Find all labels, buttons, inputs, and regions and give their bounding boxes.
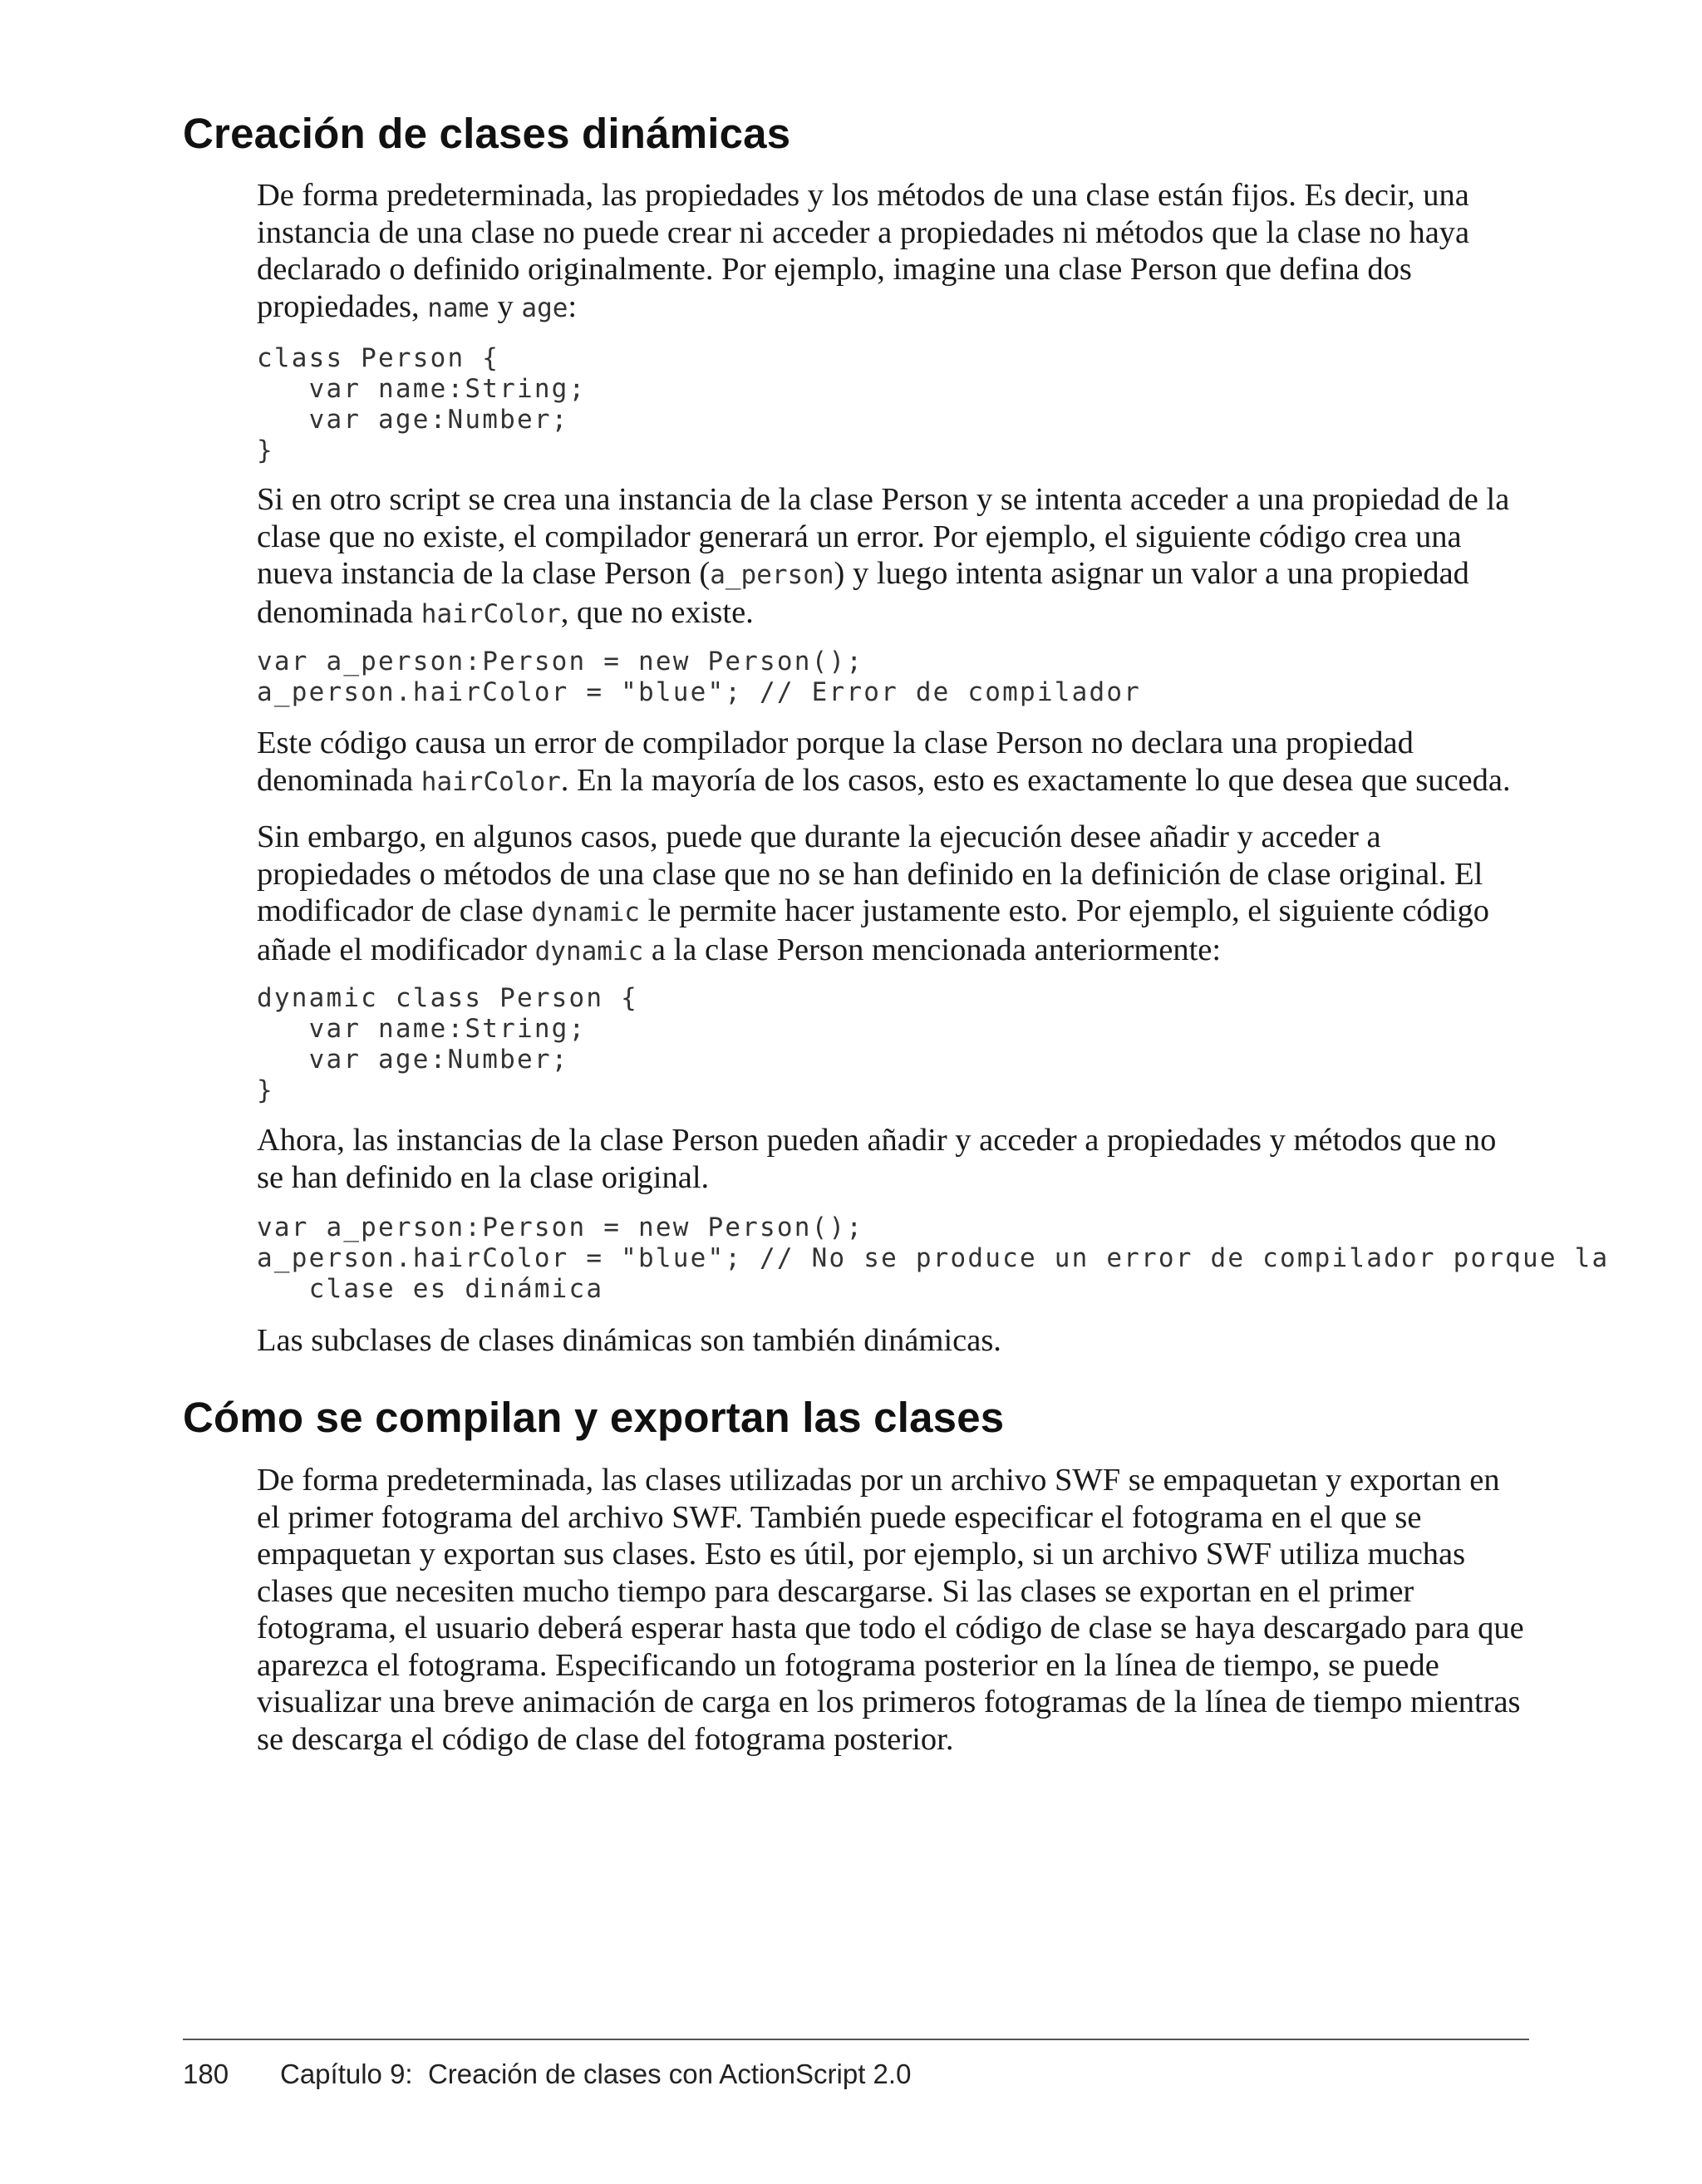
section-heading-dynamic-classes: Creación de clases dinámicas [183, 110, 791, 157]
footer-divider [183, 2039, 1529, 2040]
chapter-title: Capítulo 9: Creación de clases con ActionScript 2.0 [280, 2059, 912, 2089]
body-paragraph: Sin embargo, en algunos casos, puede que durante la ejecución desee añadir y acceder a propiedades o métodos de una clase que no se han definido en la definición de clase original. El modificador de clase dynamic le permite hacer justamente esto. Por ejemplo, el siguiente código añade el modificador dynamic a la clase Person mencionada anteriormente: [257, 819, 1490, 967]
inline-code: dynamic [531, 898, 640, 927]
body-paragraph: Si en otro script se crea una instancia de la clase Person y se intenta acceder a una propiedad de la clase que no existe, el compilador generará un error. Por ejemplo, el siguiente código crea una nueva instancia de la clase Person (a_person) y luego intenta asignar un valor a una propiedad denominada hairColor, que no existe. [257, 482, 1510, 630]
inline-code: hairColor [421, 598, 561, 629]
code-sample: var a_person:Person = new Person(); a_person.hairColor = "blue"; // No se produce un error de compilador porque la clase es dinámica [257, 1213, 1610, 1304]
inline-code: dynamic [534, 936, 644, 967]
code-block-no-error [257, 1213, 1610, 1305]
code-block-haircolor-error [257, 647, 1528, 708]
code-sample: var a_person:Person = new Person(); a_person.hairColor = "blue"; // Error de compilador [257, 647, 1142, 707]
paragraph-compile-export [257, 1462, 1528, 1758]
inline-code: a_person [710, 560, 834, 590]
paragraph-subclasses [257, 1322, 1528, 1360]
paragraph-instances [257, 1122, 1528, 1196]
code-block-person-class [257, 343, 1528, 466]
code-sample: class Person { var name:String; var age:Number; } [257, 343, 587, 465]
body-paragraph: Las subclases de clases dinámicas son también dinámicas. [257, 1323, 1001, 1358]
body-paragraph: De forma predeterminada, las clases utilizadas por un archivo SWF se empaquetan y exportan en el primer fotograma del archivo SWF. También puede especificar el fotograma en el que se empaquetan y exportan sus clases. Esto es útil, por ejemplo, si un archivo SWF utiliza muchas clases que necesiten mucho tiempo para descargarse. Si las clases se exportan en el primer fotograma, el usuario deberá esperar hasta que todo el código de clase se haya descargado para que aparezca el fotograma. Especificando un fotograma posterior en la línea de tiempo, se puede visualizar una breve animación de carga en los primeros fotogramas de la línea de tiempo mientras se descarga el código de clase del fotograma posterior. [257, 1463, 1524, 1757]
inline-code: name [427, 293, 489, 323]
section-heading-compile-export: Cómo se compilan y exportan las clases [183, 1394, 1005, 1441]
code-block-dynamic-person [257, 983, 1528, 1106]
paragraph-dynamic-modifier [257, 819, 1528, 970]
code-sample: dynamic class Person { var name:String; var age:Number; } [257, 983, 638, 1105]
body-paragraph: Ahora, las instancias de la clase Person pueden añadir y acceder a propiedades y métodos que no se han definido en la clase original. [257, 1123, 1497, 1195]
inline-code: age [521, 293, 568, 323]
paragraph-intro [257, 177, 1528, 327]
paragraph-compiler-error [257, 481, 1528, 632]
page-number: 180 [183, 2059, 229, 2089]
body-paragraph: Este código causa un error de compilador porque la clase Person no declara una propiedad denominada hairColor. En la mayoría de los casos, esto es exactamente lo que desea que suceda. [257, 726, 1511, 798]
inline-code: hairColor [421, 766, 561, 797]
paragraph-error-explanation [257, 725, 1528, 800]
body-paragraph: De forma predeterminada, las propiedades y los métodos de una clase están fijos. Es decir, una instancia de una clase no puede crear ni acceder a propiedades ni métodos que la clase no haya declarado o definido originalmente. Por ejemplo, imagine una clase Person que defina dos propiedades, name y age: [257, 178, 1470, 324]
